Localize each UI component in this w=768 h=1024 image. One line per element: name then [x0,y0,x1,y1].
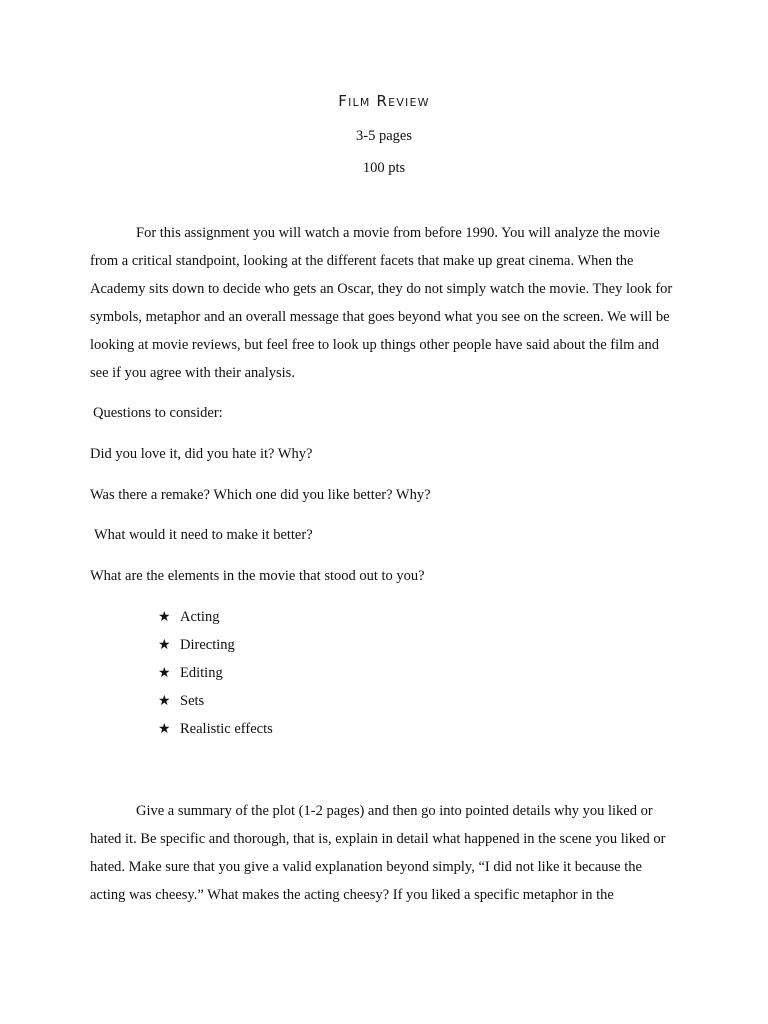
star-icon: ★ [158,721,171,737]
star-icon: ★ [158,637,171,653]
star-icon: ★ [158,693,171,709]
intro-paragraph-text: For this assignment you will watch a movie from before 1990. You will analyze the movie from a critical standpoint, looking at the different facets that make up great cinema. When the Academy sits down to decide who gets an Oscar, they do not simply watch the movie. They look for symbols, metaphor and an overall message that goes beyond what you see on the screen. We will be looking at movie reviews, but feel free to look up things other people have said about the film and see if you agree with their analysis. [90,225,673,381]
list-item-label: Editing [180,665,223,681]
list-item [158,603,273,631]
list-item [158,687,273,715]
list-item [158,631,273,659]
summary-paragraph-text: Give a summary of the plot (1-2 pages) and then go into pointed details why you liked or hated it. Be specific and thorough, that is, explain in detail what happened in the scene you liked or hated. Make sure that you give a valid explanation beyond simply, “I did not like it because the acting was cheesy.” What makes the acting cheesy? If you liked a specific metaphor in the [90,803,666,903]
questions-heading: Questions to consider: [93,405,223,421]
question-item: What would it need to make it better? [94,527,313,543]
document-title: Film Review [338,92,430,110]
question-item: Was there a remake? Which one did you like better? Why? [90,487,431,503]
list-item-label: Directing [180,637,235,653]
page-length-requirement: 3-5 pages [356,128,412,144]
intro-paragraph [90,219,680,387]
star-icon: ★ [158,609,171,625]
list-item-label: Acting [180,609,220,625]
elements-list [158,603,273,743]
question-item: Did you love it, did you hate it? Why? [90,446,313,462]
list-item-label: Sets [180,693,205,709]
list-item-label: Realistic effects [180,721,273,737]
question-item: What are the elements in the movie that stood out to you? [90,568,425,584]
point-value: 100 pts [362,160,406,176]
list-item [158,659,273,687]
summary-paragraph [90,797,680,909]
list-item [158,715,273,743]
star-icon: ★ [158,665,171,681]
